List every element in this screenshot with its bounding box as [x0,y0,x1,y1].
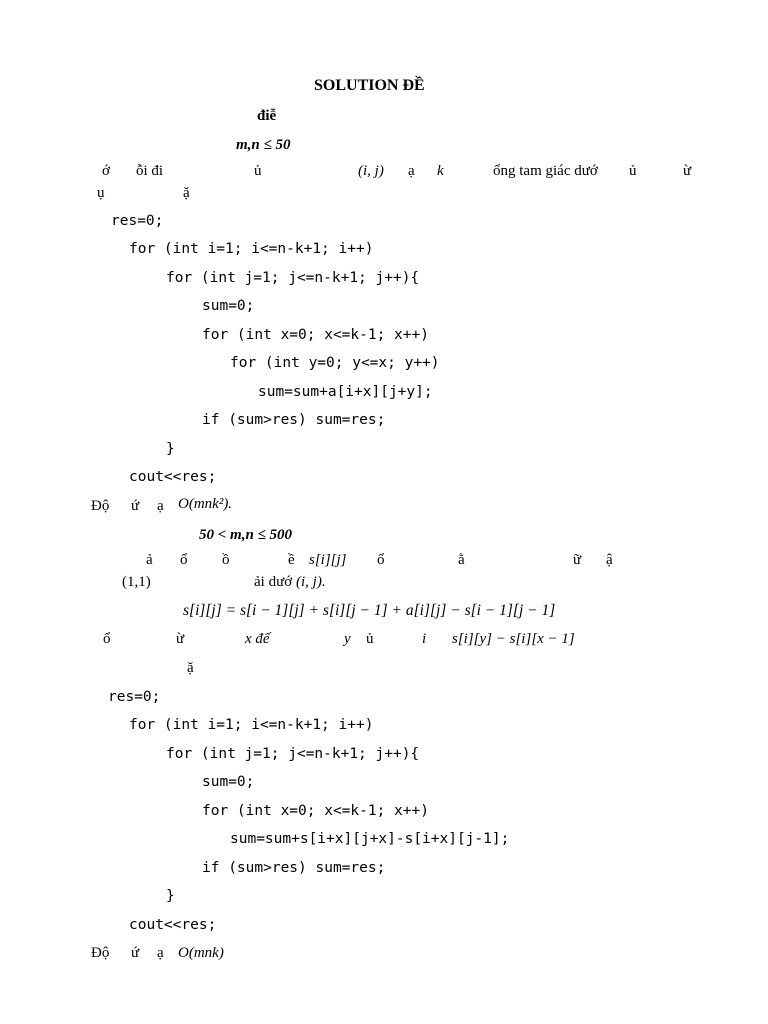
complexity-formula: O(mnk²). [178,496,233,512]
part2-desc2-math: y [344,631,351,647]
part1-desc-frag: ừ [683,163,692,179]
complexity-label-frag: ạ [157,945,164,961]
code-line: res=0; [108,689,161,705]
part2-desc2-frag: x đế [245,631,270,647]
part1-desc-frag: ủ [629,163,637,179]
part2-desc-frag: ậ [606,552,613,568]
part2-desc2-frag: ủ [366,631,374,647]
part1-desc-frag: ạ [408,163,415,179]
part2-desc2-math: s[i][y] − s[i][x − 1] [452,631,575,647]
part2-desc2-frag: ổ [103,631,111,647]
part2-desc-frag: ồ [222,552,230,568]
part2-desc-frag: ả [146,552,153,568]
part2-heading: 50 < m,n ≤ 500 [199,527,293,543]
code-line: for (int i=1; i<=n-k+1; i++) [129,241,374,257]
part1-desc-frag: ụ [97,185,105,201]
part2-desc-frag: ằ [458,552,465,568]
code-line: for (int j=1; j<=n-k+1; j++){ [166,746,420,762]
code-line: sum=sum+s[i+x][j+x]-s[i+x][j-1]; [230,831,510,847]
code-line: for (int x=0; x<=k-1; x++) [202,803,429,819]
complexity-label-frag: ứ [131,498,140,514]
code-line: sum=sum+a[i+x][j+y]; [258,384,433,400]
part1-desc-math: k [437,163,444,179]
complexity-label-frag: ứ [131,945,140,961]
code-line: } [166,888,175,904]
code-line: cout<<res; [129,917,217,933]
code-line: sum=0; [202,298,255,314]
part1-desc-frag: ủ [254,163,262,179]
prefix-sum-formula: s[i][j] = s[i − 1][j] + s[i][j − 1] + a[i][j] − s[i − 1][j − 1] [183,602,556,619]
part1-desc-frag: ỗi đi [136,163,164,179]
code-line: for (int y=0; y<=x; y++) [230,355,440,371]
part2-desc-frag: ổ [377,552,385,568]
part2-desc-frag: (1,1) [122,574,151,590]
part2-desc-frag: ề [288,552,295,568]
part2-desc-math: (i, j). [296,574,326,590]
part2-desc-frag: ữ [573,552,582,568]
part2-desc-frag: ải dướ [254,574,293,590]
part1-desc-math: (i, j) [358,163,384,179]
part2-desc-frag: ổ [180,552,188,568]
code-line: cout<<res; [129,469,217,485]
part2-desc2-frag: ừ [176,631,185,647]
part2-desc-math: s[i][j] [309,552,347,568]
code-line: } [166,441,175,457]
code-line: sum=0; [202,774,255,790]
part1-heading: m,n ≤ 50 [236,137,291,153]
complexity-label-frag: ạ [157,498,164,514]
code-line: if (sum>res) sum=res; [202,412,386,428]
part1-desc-frag: ổng tam giác dướ [493,163,598,179]
part1-desc-frag: ớ [102,163,110,179]
part1-desc-frag: ặ [183,185,190,201]
code-line: for (int j=1; j<=n-k+1; j++){ [166,270,420,286]
code-line: res=0; [111,213,164,229]
document-title: SOLUTION ĐỀ [314,77,425,94]
code-line: if (sum>res) sum=res; [202,860,386,876]
subtitle-fragment: điễ [257,108,277,124]
complexity-label-frag: Độ [91,498,110,514]
code-line: for (int x=0; x<=k-1; x++) [202,327,429,343]
complexity-formula: O(mnk) [178,945,224,961]
part2-desc3-frag: ặ [187,660,194,676]
code-line: for (int i=1; i<=n-k+1; i++) [129,717,374,733]
complexity-label-frag: Độ [91,945,110,961]
part2-desc2-math: i [422,631,427,647]
